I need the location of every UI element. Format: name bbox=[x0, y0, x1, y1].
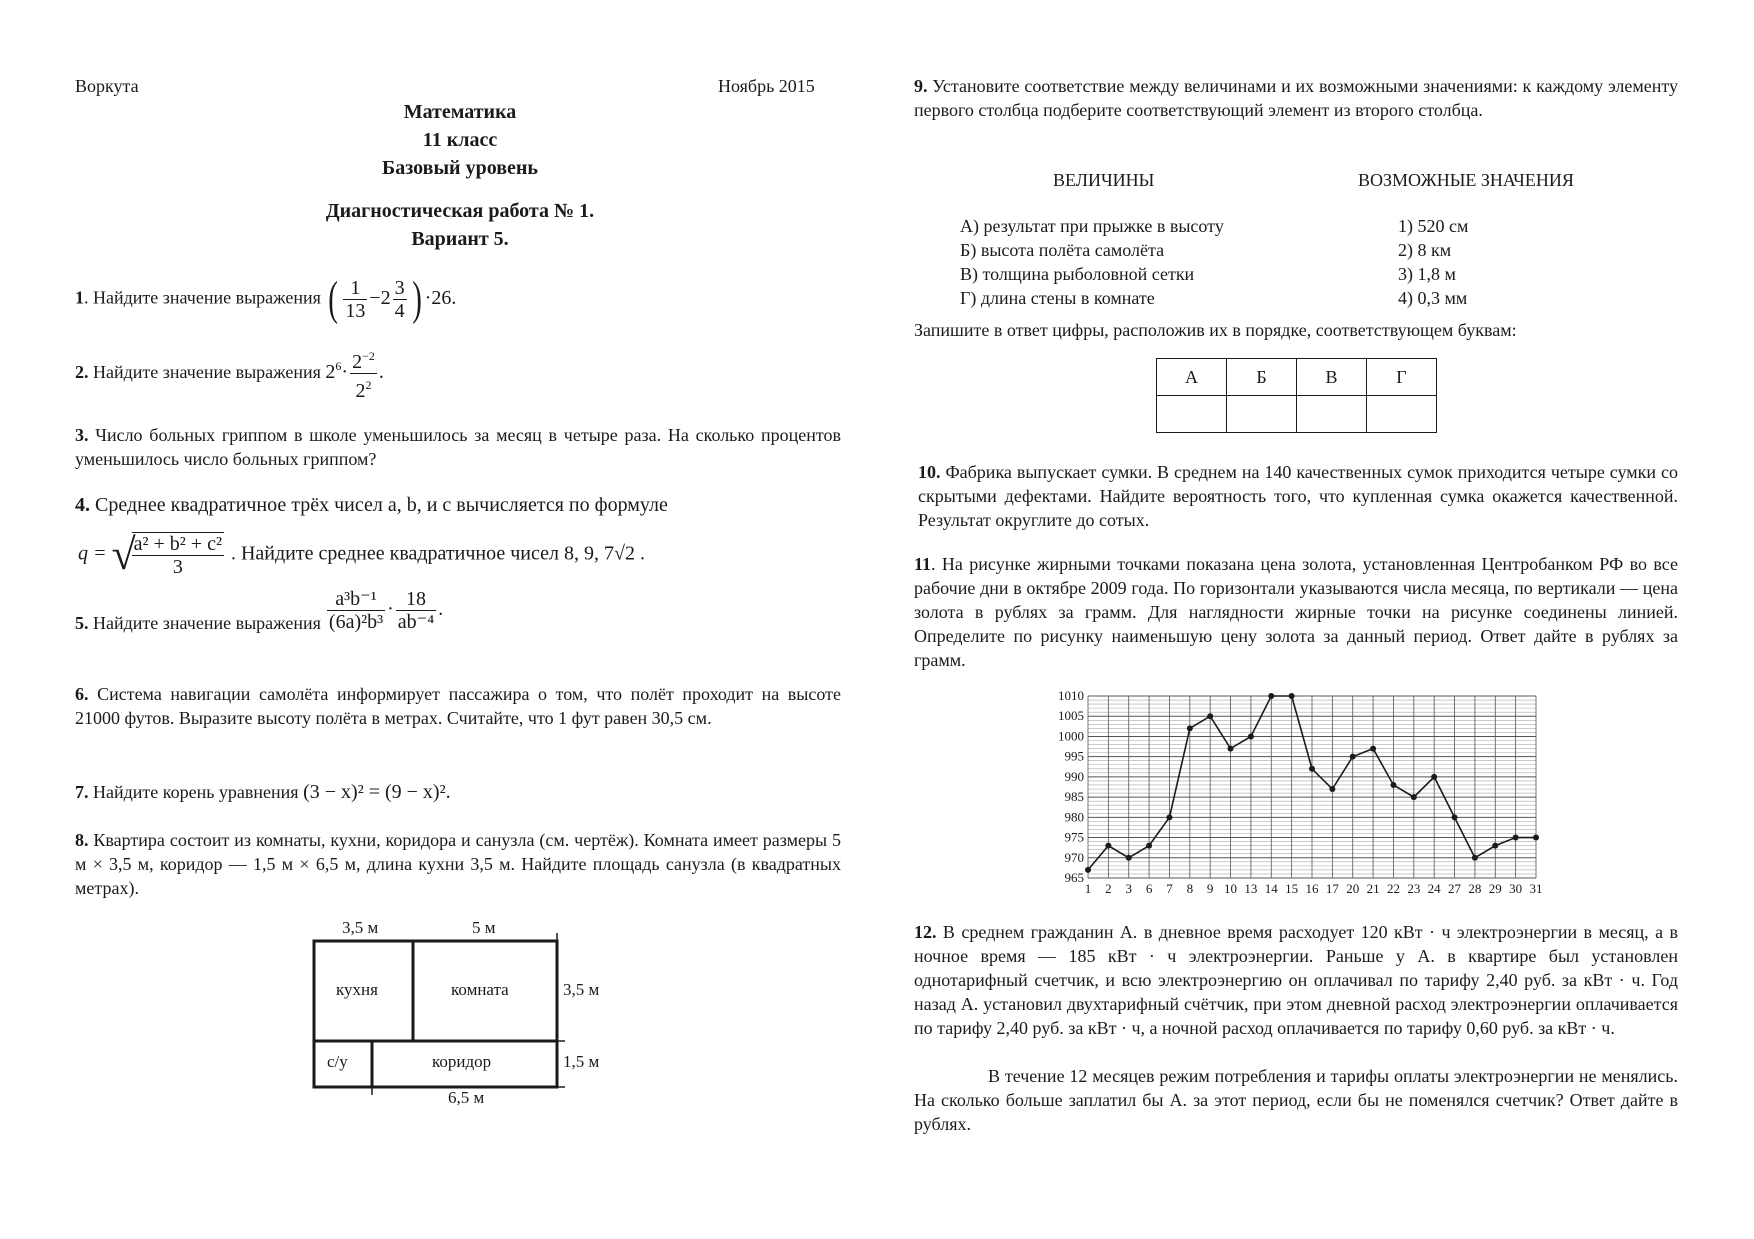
title-level: Базовый уровень bbox=[382, 157, 538, 179]
plan-label-right-bottom: 1,5 м bbox=[563, 1052, 600, 1071]
answer-header: Г bbox=[1367, 359, 1437, 396]
task-4: 4. Среднее квадратичное трёх чисел a, b, и c вычисляется по формуле bbox=[75, 494, 668, 516]
data-point bbox=[1126, 855, 1132, 861]
x-tick-label: 22 bbox=[1386, 881, 1400, 896]
plan-room: комната bbox=[451, 980, 509, 999]
task-1-formula: ( $\frac{1}{13}$ −2 $\frac{3}{4}$ ) ·26. bbox=[328, 272, 457, 325]
x-tick-label: 21 bbox=[1366, 881, 1380, 896]
task-12-part2: В течение 12 месяцев режим потребления и тарифы оплаты электроэнергии не менялись. На сколько больше заплатил бы А. за этот период, если бы не поменялся счетчик? Ответ дайте в рублях. bbox=[914, 1066, 1678, 1134]
x-tick-label: 13 bbox=[1244, 881, 1258, 896]
task-5: 5. Найдите значение выражения $\frac{\text{a³b⁻¹}}{\text{(6a)²b³}}$ · $\frac{18}{\text{ab⁻⁴}}$ . bbox=[75, 588, 444, 634]
x-tick-label: 2 bbox=[1105, 881, 1112, 896]
y-tick-label: 965 bbox=[1064, 870, 1084, 885]
x-tick-label: 17 bbox=[1325, 881, 1339, 896]
plan-label-top-left: 3,5 м bbox=[342, 918, 379, 937]
data-point bbox=[1309, 766, 1315, 772]
header-city: Воркута bbox=[75, 76, 139, 96]
plan-label-top-right: 5 м bbox=[472, 918, 496, 937]
data-point bbox=[1329, 786, 1335, 792]
title-work: Диагностическая работа № 1. bbox=[325, 200, 595, 222]
data-point bbox=[1268, 693, 1274, 699]
x-tick-label: 27 bbox=[1448, 881, 1462, 896]
data-point bbox=[1472, 855, 1478, 861]
answer-header: А bbox=[1157, 359, 1227, 396]
y-tick-label: 985 bbox=[1064, 789, 1084, 805]
title-grade: 11 класс bbox=[422, 129, 498, 151]
data-point bbox=[1452, 814, 1458, 820]
x-tick-label: 29 bbox=[1488, 881, 1502, 896]
y-tick-label: 980 bbox=[1064, 809, 1084, 825]
x-tick-label: 24 bbox=[1427, 881, 1441, 896]
answer-cell[interactable] bbox=[1157, 396, 1227, 433]
data-point bbox=[1187, 725, 1193, 731]
x-tick-label: 3 bbox=[1125, 881, 1132, 896]
data-point bbox=[1146, 843, 1152, 849]
y-tick-label: 970 bbox=[1064, 849, 1084, 865]
data-point bbox=[1390, 782, 1396, 788]
answer-table bbox=[1156, 358, 1437, 433]
data-point bbox=[1289, 693, 1295, 699]
data-point bbox=[1533, 835, 1539, 841]
x-tick-label: 14 bbox=[1264, 881, 1278, 896]
answer-cell[interactable] bbox=[1297, 396, 1367, 433]
task-3: 3. Число больных гриппом в школе уменьшилось за месяц в четыре раза. На сколько процентов уменьшилось число больных гриппом? bbox=[75, 425, 841, 469]
task-9: 9. Установите соответствие между величинами и их возможными значениями: к каждому элементу первого столбца подберите соответствующий элемент из второго столбца. bbox=[914, 76, 1678, 120]
plan-bathroom: с/у bbox=[327, 1052, 348, 1071]
task-1: 1. Найдите значение выражения ( $\frac{1}{13}$ −2 $\frac{3}{4}$ ) ·26. bbox=[75, 272, 457, 325]
y-tick-label: 1005 bbox=[1058, 708, 1084, 724]
x-tick-label: 28 bbox=[1468, 881, 1482, 896]
x-tick-label: 6 bbox=[1145, 881, 1153, 896]
task-6: 6. Система навигации самолёта информирует пассажира о том, что полёт проходит на высоте 21000 футов. Выразите высоту полёта в метрах. Считайте, что 1 фут равен 30,5 см. bbox=[75, 684, 841, 728]
x-tick-label: 20 bbox=[1346, 881, 1360, 896]
task-9-col1-header: ВЕЛИЧИНЫ bbox=[1053, 170, 1155, 190]
task-9-col2-header: ВОЗМОЖНЫЕ ЗНАЧЕНИЯ bbox=[1358, 170, 1574, 190]
answer-cell[interactable] bbox=[1227, 396, 1297, 433]
y-tick-label: 995 bbox=[1064, 748, 1084, 764]
x-tick-label: 9 bbox=[1206, 881, 1214, 896]
x-tick-label: 8 bbox=[1186, 881, 1194, 896]
task-10: 10. Фабрика выпускает сумки. В среднем на 140 качественных сумок приходится четыре сумки со скрытыми дефектами. Найдите вероятность того, что купленная сумка окажется качественной. Результат округлите до сотых. bbox=[918, 462, 1678, 530]
plan-kitchen: кухня bbox=[336, 980, 378, 999]
data-point bbox=[1105, 843, 1111, 849]
plan-corridor: коридор bbox=[432, 1052, 492, 1071]
header-date: Ноябрь 2015 bbox=[718, 76, 815, 96]
task-8: 8. Квартира состоит из комнаты, кухни, коридора и санузла (см. чертёж). Комната имеет размеры 5 м × 3,5 м, коридор — 1,5 м × 6,5 м, длина кухни 3,5 м. Найдите площадь санузла (в квадратных метрах). bbox=[75, 830, 841, 898]
x-tick-label: 31 bbox=[1529, 881, 1543, 896]
data-point bbox=[1166, 814, 1172, 820]
task-9-instruction: Запишите в ответ цифры, расположив их в порядке, соответствующем буквам: bbox=[914, 320, 1517, 340]
gold-price-chart bbox=[1040, 688, 1550, 900]
task-9-left-list: А) результат при прыжке в высоту Б) высота полёта самолёта В) толщина рыболовной сетки Г) длина стены в комнате bbox=[960, 216, 1224, 308]
task-2-formula: $2^6\cdot$ $\frac{2^{-2}}{2^2}$ . bbox=[325, 361, 383, 383]
task-7: 7. Найдите корень уравнения (3 − x)² = (9 − x)². bbox=[75, 781, 451, 803]
floor-plan bbox=[300, 915, 630, 1115]
x-tick-label: 23 bbox=[1407, 881, 1421, 896]
answer-cell[interactable] bbox=[1367, 396, 1437, 433]
task-11: 11. На рисунке жирными точками показана цена золота, установленная Центробанком РФ во все рабочие дни в октябре 2009 года. По горизонтали указываются числа месяца, по вертикали — цена золота в рублях за грамм. Для наглядности жирные точки на рисунке соединены линией. Определите по рисунку наименьшую цену золота за данный период. Ответ дайте в рублях за грамм. bbox=[914, 554, 1678, 670]
task-12: 12. В среднем гражданин А. в дневное время расходует 120 кВт · ч электроэнергии в месяц, а в ночное время — 185 кВт · ч электроэнергии. Раньше у А. в квартире был установлен однотарифный счетчик, и всю электроэнергию он оплачивал по тарифу 2,40 руб. за кВт · ч. Год назад А. установил двухтарифный счётчик, при этом дневной расход электроэнергии оплачивается по тарифу 2,40 руб. за кВт · ч, а ночной расход оплачивается по тарифу 0,60 руб. за кВт · ч. bbox=[914, 922, 1678, 1038]
y-tick-label: 1010 bbox=[1058, 688, 1084, 703]
data-point bbox=[1492, 843, 1498, 849]
x-tick-label: 30 bbox=[1509, 881, 1523, 896]
data-point bbox=[1207, 713, 1213, 719]
title-subject: Математика bbox=[403, 101, 517, 123]
x-tick-label: 1 bbox=[1084, 881, 1092, 896]
task-4-formula: q = √ $\frac{\text{a² + b² + c²}}{3}$ . Найдите среднее квадратичное чисел 8, 9, 7√2 . bbox=[78, 530, 645, 579]
answer-header: В bbox=[1297, 359, 1367, 396]
x-tick-label: 10 bbox=[1224, 881, 1238, 896]
plan-label-right-top: 3,5 м bbox=[563, 980, 600, 999]
data-point bbox=[1411, 794, 1417, 800]
data-point bbox=[1248, 733, 1254, 739]
data-point bbox=[1370, 746, 1376, 752]
y-tick-label: 1000 bbox=[1058, 728, 1084, 744]
data-point bbox=[1513, 835, 1519, 841]
answer-header: Б bbox=[1227, 359, 1297, 396]
data-point bbox=[1085, 867, 1091, 873]
x-tick-label: 15 bbox=[1285, 881, 1299, 896]
y-tick-label: 990 bbox=[1064, 768, 1084, 784]
y-tick-label: 975 bbox=[1064, 829, 1084, 845]
task-2: 2. Найдите значение выражения $2^6\cdot$ $\frac{2^{-2}}{2^2}$ . bbox=[75, 345, 384, 402]
task-9-right-list: 1) 520 см 2) 8 км 3) 1,8 м 4) 0,3 мм bbox=[1398, 216, 1469, 308]
plan-label-bottom: 6,5 м bbox=[448, 1088, 485, 1107]
data-point bbox=[1350, 754, 1356, 760]
x-tick-label: 7 bbox=[1166, 881, 1173, 896]
data-point bbox=[1228, 746, 1234, 752]
data-point bbox=[1431, 774, 1437, 780]
x-tick-label: 16 bbox=[1305, 881, 1319, 896]
title-block bbox=[270, 98, 650, 253]
title-variant: Вариант 5. bbox=[411, 228, 509, 250]
